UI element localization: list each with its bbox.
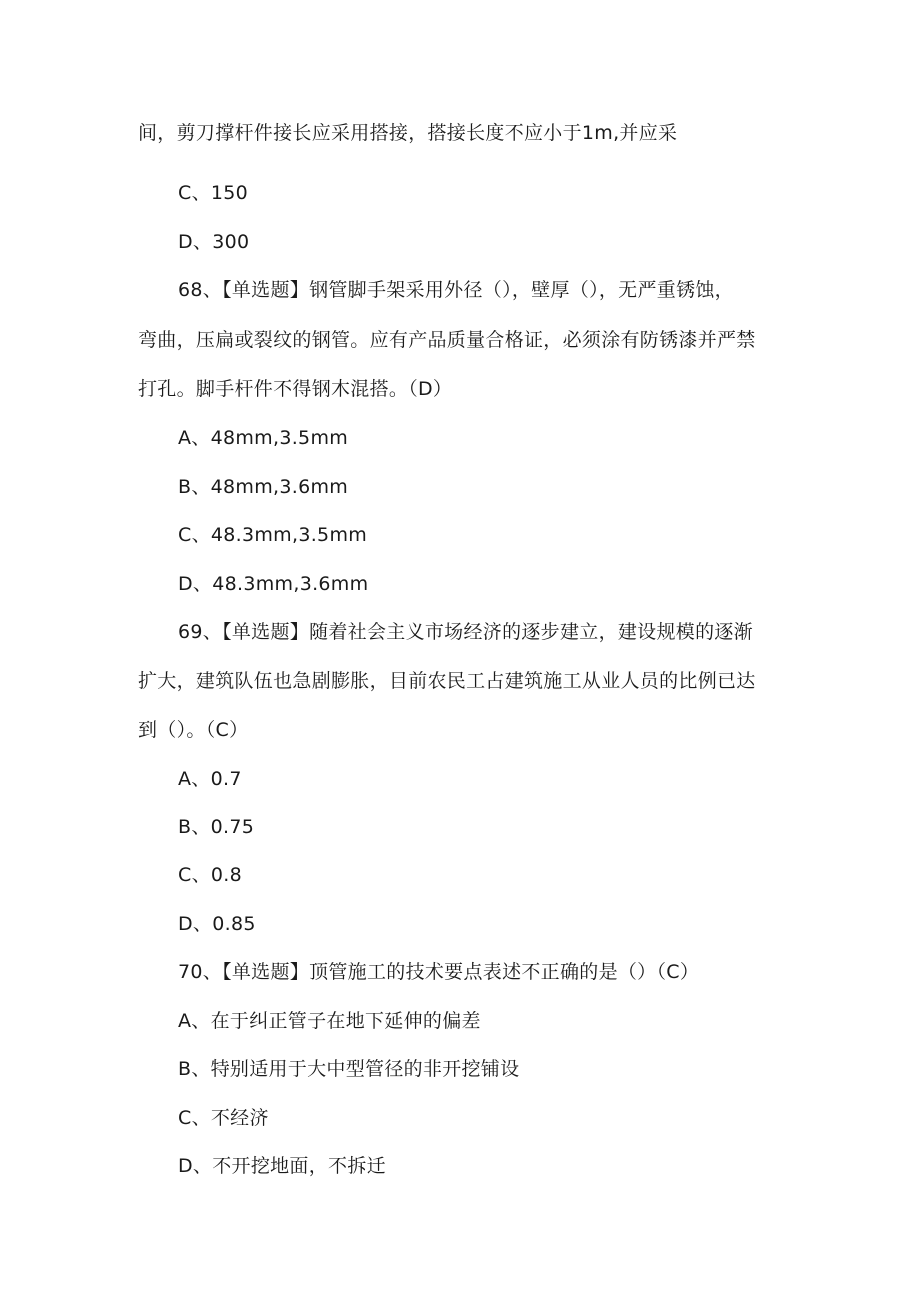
q70-option-a: A、在于纠正管子在地下延伸的偏差 xyxy=(178,1010,481,1032)
q68-option-d: D、48.3mm,3.6mm xyxy=(178,573,369,595)
q70-option-d: D、不开挖地面，不拆迁 xyxy=(178,1155,386,1177)
q69-option-a: A、0.7 xyxy=(178,768,242,790)
q69-stem-line-3: 到（）。（C） xyxy=(138,719,249,741)
q67-option-d: D、300 xyxy=(178,231,250,253)
q68-option-a: A、48mm,3.5mm xyxy=(178,427,349,449)
q70-option-c: C、不经济 xyxy=(178,1107,269,1129)
q70-option-b: B、特别适用于大中型管径的非开挖铺设 xyxy=(178,1058,520,1080)
q69-stem-line-1: 69、【单选题】随着社会主义市场经济的逐步建立，建设规模的逐渐 xyxy=(178,621,753,643)
q68-stem-line-1: 68、【单选题】钢管脚手架采用外径（），壁厚（），无严重锈蚀， xyxy=(178,279,734,301)
q68-option-b: B、48mm,3.6mm xyxy=(178,476,349,498)
continuation-text: 间，剪刀撑杆件接长应采用搭接，搭接长度不应小于1m,并应采 xyxy=(138,122,678,144)
q70-stem-line-1: 70、【单选题】顶管施工的技术要点表述不正确的是（）（C） xyxy=(178,961,700,983)
q67-option-c: C、150 xyxy=(178,182,249,204)
q69-option-c: C、0.8 xyxy=(178,864,242,886)
q68-stem-line-2: 弯曲，压扁或裂纹的钢管。应有产品质量合格证，必须涂有防锈漆并严禁 xyxy=(138,329,756,351)
q68-stem-line-3: 打孔。脚手杆件不得钢木混搭。（D） xyxy=(138,378,453,400)
q69-option-d: D、0.85 xyxy=(178,913,256,935)
q69-stem-line-2: 扩大，建筑队伍也急剧膨胀，目前农民工占建筑施工从业人员的比例已达 xyxy=(138,670,756,692)
q69-option-b: B、0.75 xyxy=(178,816,255,838)
q68-option-c: C、48.3mm,3.5mm xyxy=(178,524,368,546)
